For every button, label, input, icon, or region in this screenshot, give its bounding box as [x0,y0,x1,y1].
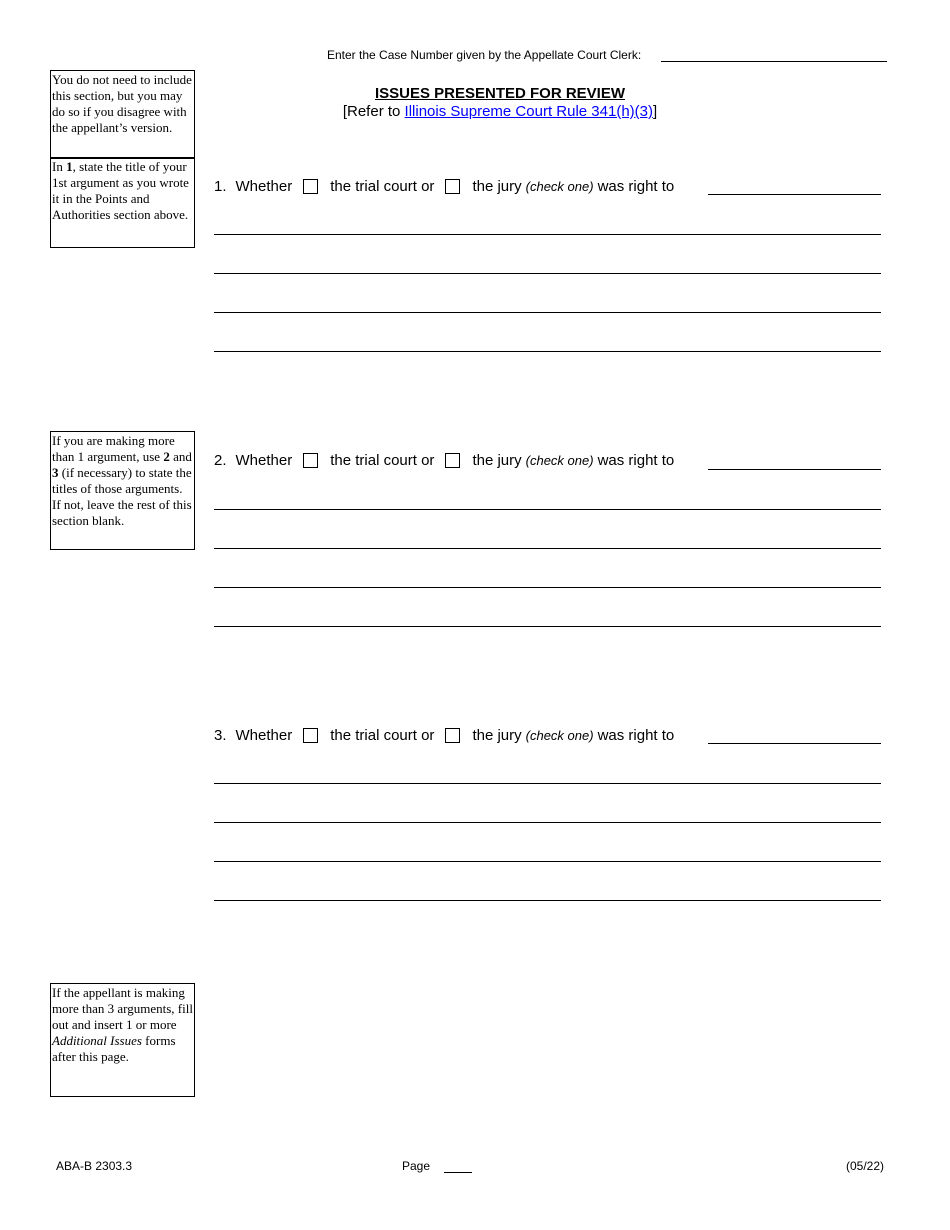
note-first-argument: In 1, state the title of your 1st argument as you wrote it in the Points and Authorities section above. [50,157,195,248]
whether-label: Whether [235,452,293,469]
jury-checkbox[interactable] [445,453,460,468]
jury-checkbox[interactable] [445,179,460,194]
note-more-arguments: If you are making more than 1 argument, use 2 and 3 (if necessary) to state the titles of those arguments. If not, leave the rest of this section blank. [50,431,195,550]
revision-date: (05/22) [846,1159,885,1173]
issue-answer-line[interactable] [214,312,881,313]
issue-number: 3. [214,726,227,744]
page-number-field[interactable] [444,1160,472,1173]
issue-answer-line[interactable] [214,509,881,510]
issue-answer-line[interactable] [708,469,881,470]
was-right-to-label: was right to [597,726,675,744]
issue-prompt [214,725,674,745]
check-one-hint: (check one) [525,178,594,194]
issue-answer-line[interactable] [214,900,881,901]
was-right-to-label: was right to [597,177,675,195]
issue-number: 2. [214,452,227,469]
note-optional-section: You do not need to include this section, but you may do so if you disagree with the appellant’s version. [50,70,195,159]
issue-answer-line[interactable] [214,783,881,784]
issue-answer-line[interactable] [214,351,881,352]
page-label: Page [402,1159,431,1173]
page-title: ISSUES PRESENTED FOR REVIEW [374,85,626,102]
was-right-to-label: was right to [597,452,675,469]
trial-court-label: the trial court or [330,726,435,744]
issue-answer-line[interactable] [214,587,881,588]
trial-court-checkbox[interactable] [303,728,318,743]
issue-answer-line[interactable] [214,273,881,274]
jury-label: the jury [472,726,522,744]
issue-prompt [214,451,674,471]
case-number-label: Enter the Case Number given by the Appellate Court Clerk: [327,48,642,62]
issue-answer-line[interactable] [214,861,881,862]
trial-court-checkbox[interactable] [303,453,318,468]
trial-court-checkbox[interactable] [303,179,318,194]
issue-answer-line[interactable] [708,743,881,744]
issue-1 [214,176,881,356]
trial-court-label: the trial court or [330,177,435,195]
check-one-hint: (check one) [525,453,594,468]
jury-label: the jury [472,452,522,469]
check-one-hint: (check one) [525,727,594,743]
refer-suffix: ] [652,103,658,120]
issue-answer-line[interactable] [214,822,881,823]
issue-number: 1. [214,177,227,195]
issue-2 [214,451,881,631]
trial-court-label: the trial court or [330,452,435,469]
issue-answer-line[interactable] [214,548,881,549]
issue-answer-line[interactable] [214,234,881,235]
issue-answer-line[interactable] [214,626,881,627]
refer-prefix: [Refer to [342,103,405,120]
issue-prompt [214,176,674,196]
jury-label: the jury [472,177,522,195]
issue-3 [214,725,881,905]
whether-label: Whether [235,177,293,195]
whether-label: Whether [235,726,293,744]
note-additional-issues: If the appellant is making more than 3 arguments, fill out and insert 1 or more Additional Issues forms after this page. [50,983,195,1097]
jury-checkbox[interactable] [445,728,460,743]
rule-link[interactable]: Illinois Supreme Court Rule 341(h)(3) [404,103,653,120]
issue-answer-line[interactable] [708,194,881,195]
form-id: ABA-B 2303.3 [56,1159,133,1173]
case-number-field[interactable] [661,49,887,62]
